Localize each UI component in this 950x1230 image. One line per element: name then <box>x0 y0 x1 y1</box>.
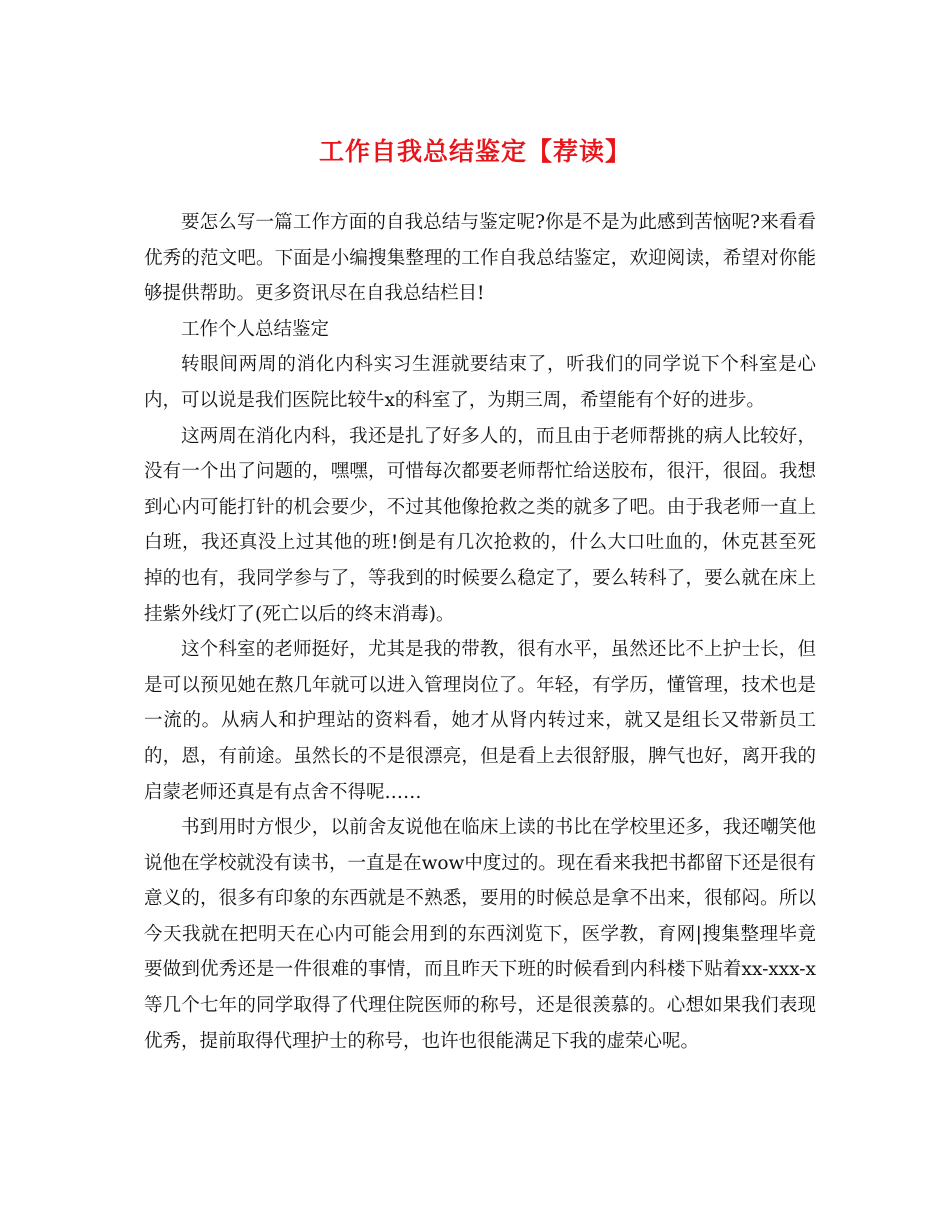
document-body <box>144 205 816 1059</box>
paragraph: 转眼间两周的消化内科实习生涯就要结束了，听我们的同学说下个科室是心内，可以说是我们医院比较牛x的科室了，为期三周，希望能有个好的进步。 <box>144 354 816 411</box>
paragraph-intro: 要怎么写一篇工作方面的自我总结与鉴定呢?你是不是为此感到苦恼呢?来看看优秀的范文吧。下面是小编搜集整理的工作自我总结鉴定，欢迎阅读，希望对你能够提供帮助。更多资讯尽在自我总结栏目! <box>144 212 816 305</box>
section-heading: 工作个人总结鉴定 <box>181 318 330 340</box>
paragraph: 这个科室的老师挺好，尤其是我的带教，很有水平，虽然还比不上护士长，但是可以预见她在熬几年就可以进入管理岗位了。年轻，有学历，懂管理，技术也是一流的。从病人和护理站的资料看，她才从肾内转过来，就又是组长又带新员工的，恩，有前途。虽然长的不是很漂亮，但是看上去很舒服，脾气也好，离开我的启蒙老师还真是有点舍不得呢…… <box>144 639 816 803</box>
document-title: 工作自我总结鉴定【荐读】 <box>318 137 631 166</box>
paragraph: 书到用时方恨少，以前舍友说他在临床上读的书比在学校里还多，我还嘲笑他说他在学校就没有读书，一直是在wow中度过的。现在看来我把书都留下还是很有意义的，很多有印象的东西就是不熟悉，要用的时候总是拿不出来，很郁闷。所以今天我就在把明天在心内可能会用到的东西浏览下，医学教，育网|搜集整理毕竟要做到优秀还是一件很难的事情，而且昨天下班的时候看到内科楼下贴着xx-xxx-x等几个七年的同学取得了代理住院医师的称号，还是很羡慕的。心想如果我们表现优秀，提前取得代理护士的称号，也许也很能满足下我的虚荣心呢。 <box>144 817 816 1052</box>
paragraph: 这两周在消化内科，我还是扎了好多人的，而且由于老师帮挑的病人比较好，没有一个出了问题的，嘿嘿，可惜每次都要老师帮忙给送胶布，很汗，很囧。我想到心内可能打针的机会要少，不过其他像抢救之类的就多了吧。由于我老师一直上白班，我还真没上过其他的班!倒是有几次抢救的，什么大口吐血的，休克甚至死掉的也有，我同学参与了，等我到的时候要么稳定了，要么转科了，要么就在床上挂紫外线灯了(死亡以后的终末消毒)。 <box>144 425 816 625</box>
